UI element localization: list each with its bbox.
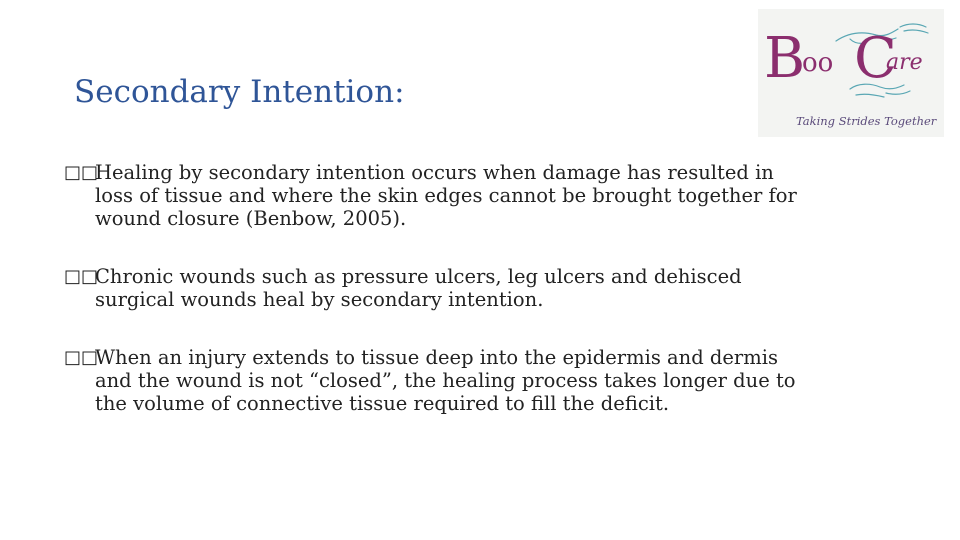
logo-letters-are: are [886,50,923,75]
bullet-line: and the wound is not “closed”, the healing process takes longer due to [95,369,796,392]
bullet-item [64,265,894,311]
logo-graphic [758,9,944,137]
logo-letter-c: C [854,26,897,91]
bullet-line: When an injury extends to tissue deep into the epidermis and dermis [95,346,778,369]
bullet-line: loss of tissue and where the skin edges cannot be brought together for [95,184,797,207]
logo-tagline: Taking Strides Together [796,114,937,128]
bullet-line: Chronic wounds such as pressure ulcers, leg ulcers and dehisced [95,265,742,288]
boocare-logo [758,9,944,137]
bullet-line: Healing by secondary intention occurs when damage has resulted in [95,161,774,184]
bullet-line: the volume of connective tissue required to fill the deficit. [95,392,670,415]
bullet-item [64,346,894,415]
slide-title: Secondary Intention: [74,74,405,110]
hand-sketch-top-right [900,24,928,33]
bullet-marker: □□ [64,162,99,183]
bullet-marker: □□ [64,347,99,368]
logo-letters-oo: oo [802,48,834,78]
bullet-marker: □□ [64,266,99,287]
bullet-line: wound closure (Benbow, 2005). [95,207,407,230]
bullet-line: surgical wounds heal by secondary intention. [95,288,544,311]
bullet-item [64,161,894,230]
bullet-list [64,161,894,415]
logo-letter-b: B [764,26,806,91]
